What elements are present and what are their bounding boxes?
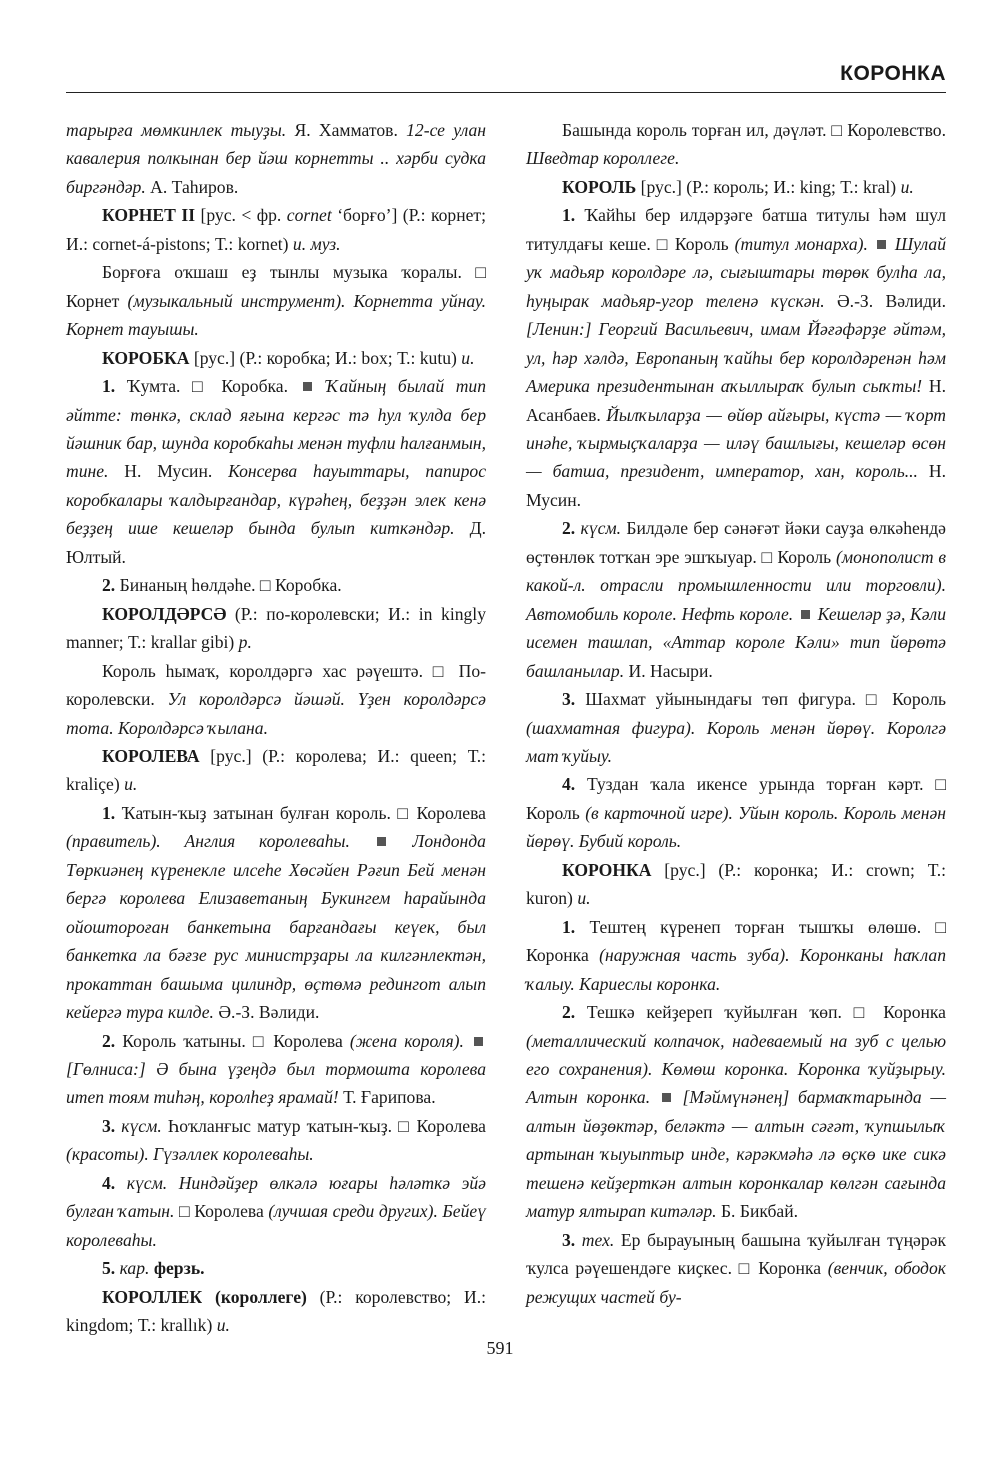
dictionary-paragraph: 2. Король ҡатыны. □ Королева (жена короля). [Гөлниса:] Ә бына үҙеңдә был тормошта королева итеп тоям тиһәң, королһеҙ ярамай! Т. Ғарипова.: [66, 1030, 486, 1108]
example-marker-icon: [377, 837, 386, 846]
dictionary-paragraph: 1. Тештең күренеп торған тышҡы өлөшө. □ Коронка (наружная часть зуба). Коронканы һаҡлап ҡалыу. Кариеслы коронка.: [526, 916, 946, 994]
dictionary-paragraph: КОРОБКА [рус.] (Р.: коробка; И.: box; Т.: kutu) и.: [102, 347, 475, 368]
dictionary-paragraph: КОРОЛЕВА [рус.] (Р.: королева; И.: queen; Т.: kraliçe) и.: [66, 745, 486, 795]
dictionary-paragraph: 3. тех. Ер бырауының башына ҡуйылған түңәрәк ҡулса рәүешендәге киҫкес. □ Коронка (венчик, ободок режущих частей бу-: [526, 1229, 946, 1307]
dictionary-paragraph: Король һымаҡ, королдәргә хас рәүештә. □ По-королевски. Ул королдәрсә йәшәй. Үҙен королдәрсә тота. Королдәрсә ҡылана.: [66, 660, 486, 738]
dictionary-paragraph: КОРНЕТ II [рус. < фр. cornet ‘борғо’] (Р.: корнет; И.: cornet-á-pistons; Т.: kornet) и. муз.: [66, 205, 487, 254]
dictionary-paragraph: 2. Бинаның һөлдәһе. □ Коробка.: [102, 575, 342, 596]
dictionary-paragraph: Башында король торған ил, дәүләт. □ Королевство. Шведтар короллеге.: [526, 120, 946, 169]
dictionary-paragraph: 4. күсм. Ниндәйҙер өлкәлә юғары һәләткә эйә булған ҡатын. □ Королева (лучшая среди других). Бейеү королеваһы.: [66, 1172, 487, 1250]
dictionary-paragraph: 3. күсм. Һоҡланғыс матур ҡатын-ҡыҙ. □ Королева (красоты). Гүзәллек королеваһы.: [66, 1115, 486, 1165]
page-number: 591: [486, 1338, 514, 1358]
dictionary-paragraph: 2. Тешкә кейҙереп ҡуйылған ҡөп. □ Коронка (металлический колпачок, надеваемый на зуб с целью его сохранения). Көмөш коронка. Коронка ҡуйҙырыу. Алтын коронка. [Мәймүнәнең] бармаҡтарында — алтын йөҙөктәр, беләктә — алтын сәғәт, ҡупшылыҡ артынан ҡыуыптыр инде, кәрәкмәһә лә өҫкө ике сикә тешенә кейҙерткән алтын коронкалар көлгән сағында матур ялтырап китәләр. Б. Бикбай.: [526, 1002, 946, 1222]
dictionary-paragraph: КОРОЛЬ [рус.] (Р.: король; И.: king; Т.: kral) и.: [562, 176, 914, 197]
dictionary-paragraph: 2. күсм. Билдәле бер сәнәғәт йәки сауҙа өлкәһендә өҫтөнлөк тотҡан эре эшҡыуар. □ Король (монополист в какой-л. отрасли промышленности или торговли). Автомобиль короле. Нефть короле. Кешеләр ҙә, Кәли исемен ташлап, «Аттар короле Кәли» тип йөрөтә башланылар. И. Насыри.: [526, 518, 947, 681]
example-marker-icon: [877, 240, 886, 249]
running-head-word: КОРОНКА: [840, 62, 946, 85]
dictionary-paragraph: 5. кар. ферзь.: [102, 1258, 205, 1279]
left-column: [66, 116, 486, 1339]
example-marker-icon: [474, 1037, 483, 1046]
example-marker-icon: [801, 610, 810, 619]
dictionary-paragraph: КОРОНКА [рус.] (Р.: коронка; И.: crown; Т.: kuron) и.: [526, 859, 946, 909]
running-header: [66, 52, 946, 93]
dictionary-paragraph: 1. Ҡумта. □ Коробка. Ҡайның былай тип әйтте: төнкә, склад яғына кергәс тә һул ҡулда бер йәшник бар, шунда коробкаһы менән туфли һалғанмын, тине. Н. Мусин. Консерва һауыттары, папирос коробкалары ҡалдырғандар, күрәһең, беҙҙән элек кенә беҙҙең ише кешеләр бында булып киткәндәр. Д. Юлтый.: [66, 376, 486, 567]
right-column: [526, 116, 946, 1311]
dictionary-paragraph: 3. Шахмат уйынындағы төп фигура. □ Король (шахматная фигура). Король менән йөрөү. Королгә мат ҡуйыу.: [526, 689, 946, 766]
example-marker-icon: [303, 382, 312, 391]
example-marker-icon: [662, 1093, 671, 1102]
dictionary-paragraph: КОРОЛДӘРСӘ (Р.: по-королевски; И.: in kingly manner; Т.: krallar gibi) р.: [66, 603, 486, 653]
dictionary-paragraph: 1. Ҡатын-ҡыҙ затынан булған король. □ Королева (правитель). Англия королеваһы. Лондонда Төркиәнең күренекле илсеһе Хөсәйен Рәғип Бей менән бергә королева Елизаветаның Букингем һарайында ойоштороған банкетына барғандағы кеүек, был банкетка ла бәғзе рус министрҙары ла килгәнлектән, прокаттан башыма цилиндр, өҫтөмә редингот алып кейергә тура килде. Ә.-З. Вәлиди.: [66, 802, 486, 1023]
dictionary-paragraph: КОРОЛЛЕК (короллеге) (Р.: королевство; И.: kingdom; Т.: krallık) и.: [66, 1286, 486, 1336]
dictionary-paragraph: 1. Ҡайһы бер илдәрҙәге батша титулы һәм шул титулдағы кеше. □ Король (титул монарха). Шулай уҡ мадьяр королдәре лә, сығыштары төрөк булһа ла, һуңырак мадьяр-угор теленә күскән. Ә.-З. Вәлиди. [Ленин:] Георгий Васильевич, имам Йәғәфәрҙе әйтәм, ул, һәр хәлдә, Европаның ҡайһы бер королдәренән һәм Америка президентынан аҡыллыраҡ булып сыҡты! Н. Асанбаев. Йылҡыларҙа — өйөр айғыры, күстә — ҡорт инәһе, ҡырмыҫҡаларҙа — иләү башлығы, кешеләр өсөн — батша, президент, император, хан, король... Н. Мусин.: [526, 205, 946, 510]
dictionary-paragraph: Борғоға оҡшаш еҙ тынлы музыка ҡоралы. □ Корнет (музыкальный инструмент). Корнетта уйнау. Корнет тауышы.: [66, 262, 486, 340]
dictionary-paragraph: тарырға мөмкинлек тыуҙы. Я. Хамматов. 12-се улан кавалерия полкынан бер йәш корнетты .. хәрби судка биргәндәр. А. Таһиров.: [66, 120, 486, 197]
dictionary-paragraph: 4. Туздан ҡала икенсе урында торған кәрт. □ Король (в карточной игре). Уйын король. Король менән йөрөү. Бубий король.: [526, 774, 946, 852]
